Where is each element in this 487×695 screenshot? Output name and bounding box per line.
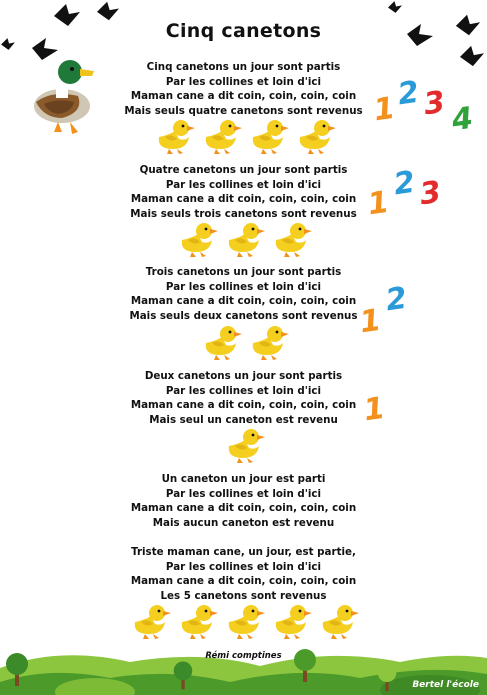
duckling-row <box>0 220 487 258</box>
count-digit: 1 <box>371 90 398 129</box>
verse-line: Cinq canetons un jour sont partis <box>146 61 341 73</box>
duckling-icon <box>221 426 265 464</box>
duckling-icon <box>198 117 242 155</box>
author-credit: Rémi comptines <box>205 651 282 661</box>
duckling-icon <box>268 220 312 258</box>
verse-line: Trois canetons un jour sont partis <box>145 266 342 278</box>
verse-line: Maman cane a dit coin, coin, coin, coin <box>130 193 357 206</box>
duckling-icon <box>315 602 359 640</box>
verse-line: Mais seuls trois canetons sont revenus <box>130 207 357 220</box>
count-digit: 1 <box>365 184 392 223</box>
stanza-6 <box>0 545 487 603</box>
verse-line: Par les collines et loin d'ici <box>165 487 322 500</box>
verse-line: Par les collines et loin d'ici <box>165 75 322 88</box>
count-digit: 3 <box>421 84 448 123</box>
count-digit: 2 <box>395 74 422 113</box>
duckling-icon <box>221 602 265 640</box>
duckling-icon <box>292 117 336 155</box>
verse-line: Mais seuls deux canetons sont revenus <box>129 309 358 322</box>
count-digit: 4 <box>449 100 476 139</box>
count-digit: 3 <box>417 174 444 213</box>
tree-icon <box>172 660 194 690</box>
duckling-row <box>0 602 487 640</box>
verse-line: Maman cane a dit coin, coin, coin, coin <box>130 90 357 103</box>
verse-line: Par les collines et loin d'ici <box>165 384 322 397</box>
duckling-icon <box>127 602 171 640</box>
verse-line: Un caneton un jour est parti <box>161 473 326 485</box>
duckling-icon <box>221 220 265 258</box>
duckling-icon <box>174 602 218 640</box>
duckling-icon <box>245 323 289 361</box>
verse-line: Mais aucun caneton est revenu <box>152 516 335 529</box>
verse-line: Maman cane a dit coin, coin, coin, coin <box>130 502 357 515</box>
flying-bird-icon <box>95 0 121 22</box>
verse-line: Par les collines et loin d'ici <box>165 178 322 191</box>
count-digit: 1 <box>361 390 388 429</box>
verse-line: Maman cane a dit coin, coin, coin, coin <box>130 399 357 412</box>
verse-line: Quatre canetons un jour sont partis <box>139 164 348 176</box>
verse-line: Deux canetons un jour sont partis <box>144 370 343 382</box>
duckling-icon <box>245 117 289 155</box>
duckling-icon <box>174 220 218 258</box>
duckling-row <box>0 426 487 464</box>
verse-line: Maman cane a dit coin, coin, coin, coin <box>130 295 357 308</box>
count-digit: 2 <box>383 280 410 319</box>
verse-line: Par les collines et loin d'ici <box>165 560 322 573</box>
count-digit: 2 <box>391 164 418 203</box>
stanza-4 <box>0 369 487 427</box>
duckling-icon <box>151 117 195 155</box>
duckling-row <box>0 117 487 155</box>
tree-icon <box>376 662 398 692</box>
stanza-5 <box>0 472 487 530</box>
duckling-icon <box>268 602 312 640</box>
verse-line: Mais seuls quatre canetons sont revenus <box>124 104 363 117</box>
verse-line: Mais seul un caneton est revenu <box>149 413 338 426</box>
verse-line: Les 5 canetons sont revenus <box>160 589 327 602</box>
count-digit: 1 <box>357 302 384 341</box>
verse-line: Maman cane a dit coin, coin, coin, coin <box>130 575 357 588</box>
duckling-icon <box>198 323 242 361</box>
verse-line: Par les collines et loin d'ici <box>165 280 322 293</box>
brand-label: Bertel l'école <box>412 680 479 690</box>
stanza-3 <box>0 265 487 323</box>
flying-bird-icon <box>382 0 408 14</box>
duckling-row <box>0 323 487 361</box>
page-title: Cinq canetons <box>165 20 322 42</box>
verse-line: Triste maman cane, un jour, est partie, <box>131 546 356 558</box>
